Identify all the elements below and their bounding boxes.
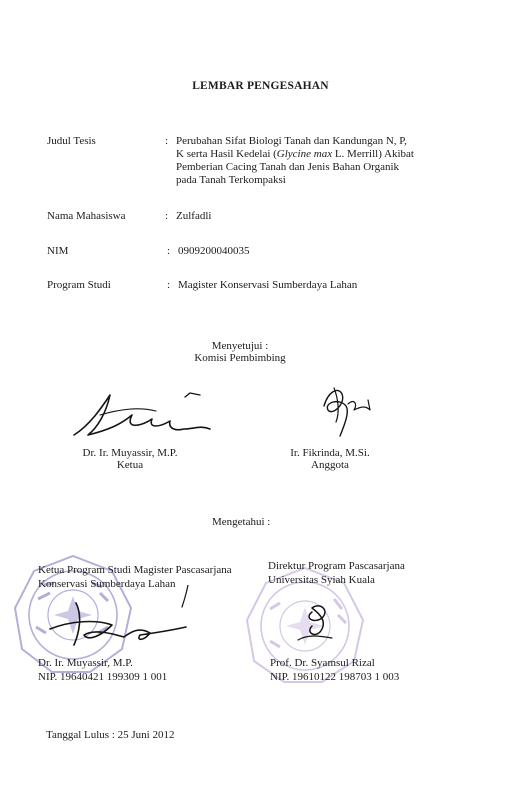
advisor-member	[270, 447, 390, 471]
colon: :	[165, 210, 169, 222]
signature-chair	[60, 385, 220, 450]
signature-member	[310, 382, 380, 442]
page-title: LEMBAR PENGESAHAN	[192, 80, 329, 92]
official-right-title-1: Direktur Program Pascasarjana	[268, 560, 405, 572]
official-right-title	[268, 559, 405, 587]
student-name-value: Zulfadli	[176, 210, 212, 222]
official-right	[270, 656, 399, 684]
colon: :	[167, 245, 171, 257]
official-left-name: Dr. Ir. Muyassir, M.P.	[38, 657, 133, 669]
graduation-date: Tanggal Lulus : 25 Juni 2012	[46, 729, 175, 741]
species-name: Glycine max	[276, 148, 333, 160]
acknowledged-heading: Mengetahui :	[212, 516, 271, 528]
approval-heading: Menyetujui : Komisi Pembimbing	[194, 340, 286, 364]
official-right-nip: NIP. 19610122 198703 1 003	[270, 671, 400, 683]
advisor-member-name: Ir. Fikrinda, M.Si.	[290, 447, 370, 459]
thesis-title-label: Judul Tesis	[47, 135, 96, 147]
signature-left-official	[40, 585, 200, 655]
advisor-chair-name: Dr. Ir. Muyassir, M.P.	[82, 447, 178, 459]
colon: :	[167, 279, 171, 291]
official-right-title-2: Universitas Syiah Kuala	[268, 574, 375, 586]
nim-value: 0909200040035	[178, 245, 250, 257]
colon: :	[165, 135, 169, 147]
thesis-title-value	[176, 135, 451, 187]
thesis-title-line-4: pada Tanah Terkompaksi	[176, 174, 286, 186]
advisor-chair-role: Ketua	[116, 459, 144, 471]
program-value: Magister Konservasi Sumberdaya Lahan	[178, 279, 358, 291]
program-label: Program Studi	[47, 279, 111, 291]
official-left-title-2: Konservasi Sumberdaya Lahan	[38, 578, 176, 590]
thesis-title-line-1: Perubahan Sifat Biologi Tanah dan Kandungan N, P,	[176, 135, 407, 147]
signature-right-official	[290, 592, 350, 652]
thesis-title-line-2: K serta Hasil Kedelai (Glycine max L. Merrill) Akibat	[176, 148, 414, 160]
official-left-nip: NIP. 19640421 199309 1 001	[38, 671, 168, 683]
thesis-title-line-3: Pemberian Cacing Tanah dan Jenis Bahan Organik	[176, 161, 400, 173]
official-right-name: Prof. Dr. Syamsul Rizal	[270, 657, 375, 669]
student-name-label: Nama Mahasiswa	[47, 210, 126, 222]
advisor-chair	[55, 447, 205, 471]
official-left	[38, 656, 167, 684]
advisor-member-role: Anggota	[311, 459, 349, 471]
official-left-title-1: Ketua Program Studi Magister Pascasarjana	[38, 564, 232, 576]
nim-label: NIM	[47, 245, 69, 257]
